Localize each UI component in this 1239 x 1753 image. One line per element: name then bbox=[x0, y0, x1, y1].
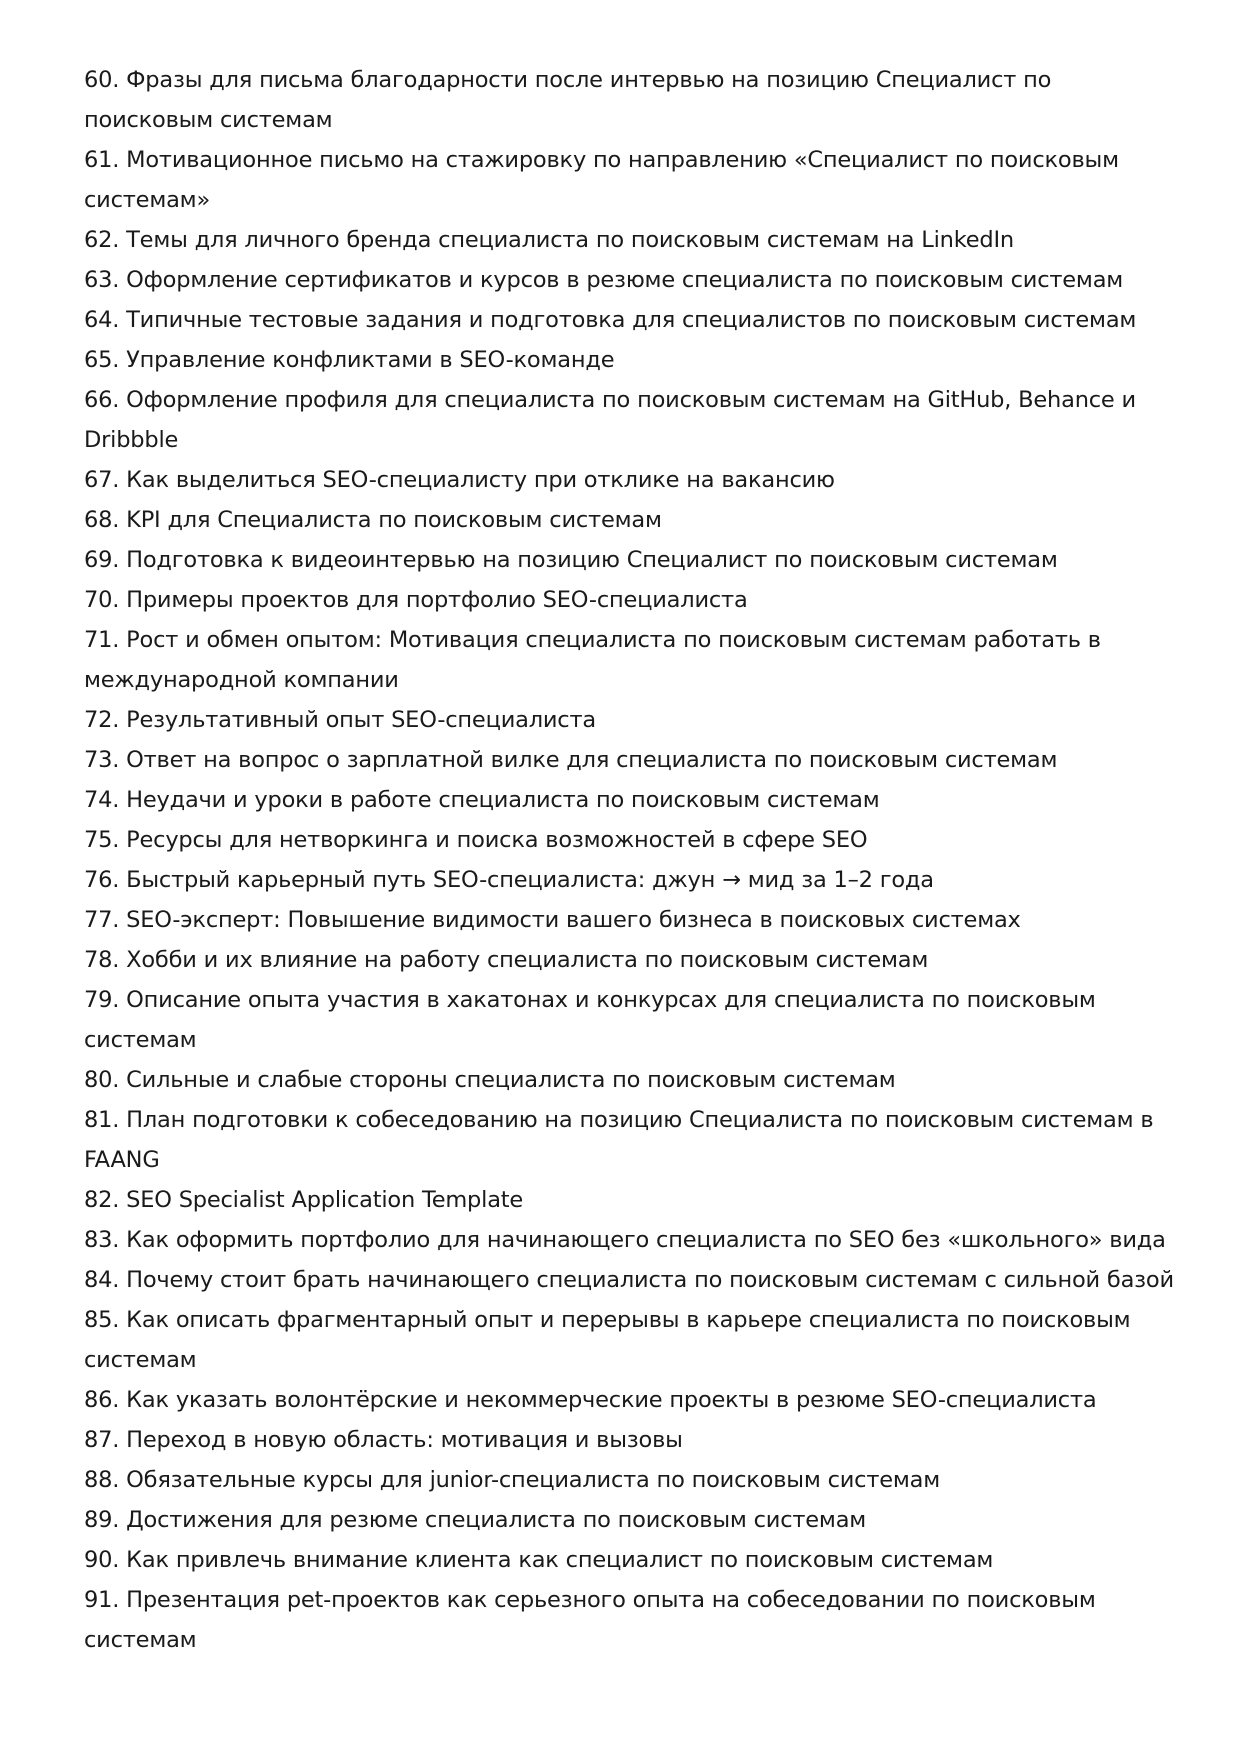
list-item: 75. Ресурсы для нетворкинга и поиска возможностей в сфере SEO bbox=[84, 827, 868, 853]
list-item: 60. Фразы для письма благодарности после интервью на позицию Специалист по поисковым системам bbox=[84, 67, 1052, 133]
list-item: 89. Достижения для резюме специалиста по поисковым системам bbox=[84, 1507, 867, 1533]
list-item: 82. SEO Specialist Application Template bbox=[84, 1187, 524, 1213]
list-item: 70. Примеры проектов для портфолио SEO-специалиста bbox=[84, 587, 748, 613]
list-item: 62. Темы для личного бренда специалиста по поисковым системам на LinkedIn bbox=[84, 227, 1014, 253]
list-item: 76. Быстрый карьерный путь SEO-специалиста: джун → мид за 1–2 года bbox=[84, 867, 934, 893]
list-item: 68. KPI для Специалиста по поисковым системам bbox=[84, 507, 662, 533]
list-item: 85. Как описать фрагментарный опыт и перерывы в карьере специалиста по поисковым системам bbox=[84, 1307, 1131, 1373]
list-item: 65. Управление конфликтами в SEO-команде bbox=[84, 347, 615, 373]
document-list bbox=[84, 60, 1174, 1660]
list-item: 67. Как выделиться SEO-специалисту при отклике на вакансию bbox=[84, 467, 835, 493]
list-item: 61. Мотивационное письмо на стажировку по направлению «Специалист по поисковым системам» bbox=[84, 147, 1119, 213]
list-item: 72. Результативный опыт SEO-специалиста bbox=[84, 707, 596, 733]
list-item: 64. Типичные тестовые задания и подготовка для специалистов по поисковым системам bbox=[84, 307, 1137, 333]
list-item: 81. План подготовки к собеседованию на позицию Специалиста по поисковым системам в FAANG bbox=[84, 1107, 1154, 1173]
list-item: 71. Рост и обмен опытом: Мотивация специалиста по поисковым системам работать в международной компании bbox=[84, 627, 1101, 693]
list-item: 88. Обязательные курсы для junior-специалиста по поисковым системам bbox=[84, 1467, 941, 1493]
list-item: 87. Переход в новую область: мотивация и вызовы bbox=[84, 1427, 683, 1453]
list-item: 73. Ответ на вопрос о зарплатной вилке для специалиста по поисковым системам bbox=[84, 747, 1058, 773]
list-item: 63. Оформление сертификатов и курсов в резюме специалиста по поисковым системам bbox=[84, 267, 1124, 293]
list-item: 86. Как указать волонтёрские и некоммерческие проекты в резюме SEO-специалиста bbox=[84, 1387, 1097, 1413]
list-item: 91. Презентация pet-проектов как серьезного опыта на собеседовании по поисковым системам bbox=[84, 1587, 1096, 1653]
list-item: 77. SEO-эксперт: Повышение видимости вашего бизнеса в поисковых системах bbox=[84, 907, 1021, 933]
list-item: 80. Сильные и слабые стороны специалиста по поисковым системам bbox=[84, 1067, 896, 1093]
list-item: 90. Как привлечь внимание клиента как специалист по поисковым системам bbox=[84, 1547, 994, 1573]
list-item: 74. Неудачи и уроки в работе специалиста по поисковым системам bbox=[84, 787, 880, 813]
list-item: 69. Подготовка к видеоинтервью на позицию Специалист по поисковым системам bbox=[84, 547, 1058, 573]
list-item: 83. Как оформить портфолио для начинающего специалиста по SEO без «школьного» вида bbox=[84, 1227, 1166, 1253]
list-item: 79. Описание опыта участия в хакатонах и конкурсах для специалиста по поисковым системам bbox=[84, 987, 1096, 1053]
list-item: 66. Оформление профиля для специалиста по поисковым системам на GitHub, Behance и Dribbble bbox=[84, 387, 1136, 453]
list-item: 84. Почему стоит брать начинающего специалиста по поисковым системам с сильной базой bbox=[84, 1267, 1174, 1293]
list-item: 78. Хобби и их влияние на работу специалиста по поисковым системам bbox=[84, 947, 929, 973]
